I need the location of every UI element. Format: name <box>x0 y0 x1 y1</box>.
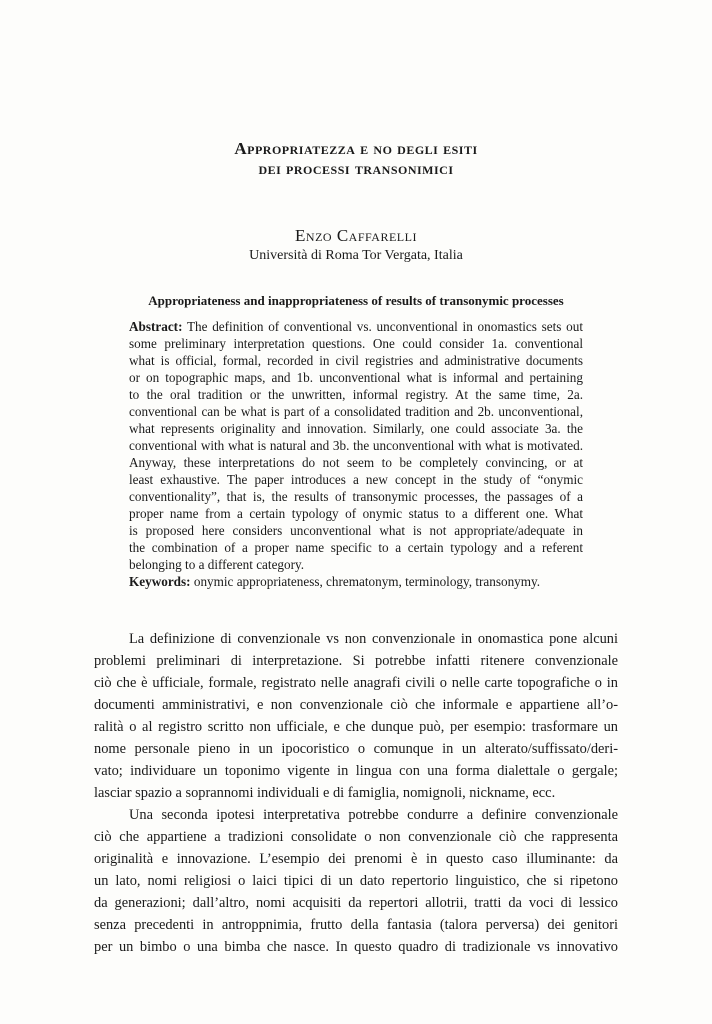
body-line: problemi preliminari di interpretazione. Si potrebbe infatti ritenere convenzionale <box>94 653 618 669</box>
abstract-line: proper name from a certain typology of onymic status to a different one. What <box>129 506 583 521</box>
abstract-line: the combination of a proper name specific to a certain typology and a referent <box>129 540 583 555</box>
body-line: nome personale pieno in un ipocoristico o comunque in un alterato/suffissato/deri- <box>94 741 618 757</box>
keywords-label: Keywords: <box>129 574 191 589</box>
abstract-line: belonging to a different category. <box>129 557 305 572</box>
title-line-2: dei processi transonimici <box>258 159 454 178</box>
abstract-line: conventional can be what is part of a consolidated tradition and 2b. unconventional, <box>129 404 583 419</box>
abstract-line: some preliminary interpretation questions. One could consider 1a. conventional <box>129 336 583 351</box>
abstract-line: what is official, formal, recorded in civil registries and administrative documents <box>129 353 583 368</box>
title-line-1: Appropriatezza e no degli esiti <box>234 139 478 158</box>
body-line: da generazioni; dall’altro, nomi acquisiti da repertori allotrii, tratti da voci di lessico <box>94 895 618 911</box>
abstract-line: conventional with what is natural and 3b. the unconventional with what is motivated. <box>129 438 583 453</box>
abstract-line: or on topographic maps, and 1b. unconventional what is informal and pertaining <box>129 370 583 385</box>
keywords-line <box>129 573 583 590</box>
abstract-line: to the oral tradition or the unwritten, informal registry. At the same time, 2a. <box>129 387 583 402</box>
body-line: ralità o al registro scritto non ufficiale, e che dunque può, per esempio: trasformare un <box>94 719 618 735</box>
body-line: originalità e innovazione. L’esempio dei prenomi è in questo caso illuminante: da <box>94 851 618 867</box>
abstract-text: The definition of conventional vs. unconventional in onomastics sets out <box>182 319 583 334</box>
body-line: senza precedenti in antroppnimia, frutto della fantasia (talora perversa) dei genitori <box>94 917 618 933</box>
body-line: lasciar spazio a soprannomi individuali e di famiglia, nomignoli, nickname, ecc. <box>94 785 556 801</box>
abstract-label: Abstract: <box>129 319 183 334</box>
author-affiliation: Università di Roma Tor Vergata, Italia <box>249 248 463 263</box>
abstract-line: least exhaustive. The paper introduces a new concept in the study of “onymic <box>129 472 583 487</box>
body-line: ciò che è ufficiale, formale, registrato nelle anagrafi civili o nelle carte topografiche o in <box>94 675 618 691</box>
body-line: vato; individuare un toponimo vigente in lingua con una forma dialettale o gergale; <box>94 763 618 779</box>
english-title: Appropriateness and inappropriateness of results of transonymic processes <box>148 293 564 308</box>
body-line: documenti amministrativi, e non convenzionale ciò che informale e appartiene all’o- <box>94 697 618 713</box>
abstract-line <box>129 318 583 335</box>
body-line: La definizione di convenzionale vs non convenzionale in onomastica pone alcuni <box>129 631 618 647</box>
body-line: Una seconda ipotesi interpretativa potrebbe condurre a definire convenzionale <box>129 807 618 823</box>
body-line: ciò che appartiene a tradizioni consolidate o non convenzionale ciò che rappresenta <box>94 829 618 845</box>
author-name: Enzo Caffarelli <box>295 226 417 245</box>
body-line: per un bimbo o una bimba che nasce. In questo quadro di tradizionale vs innovativo <box>94 939 618 955</box>
abstract-line: is proposed here considers unconventional what is not appropriate/adequate in <box>129 523 583 538</box>
body-line: un lato, nomi religiosi o laici tipici di un dato repertorio linguistico, che si ripetono <box>94 873 618 889</box>
abstract-line: Anyway, these interpretations do not seem to be completely convincing, or at <box>129 455 583 470</box>
abstract-line: what represents originality and innovation. Similarly, one could associate 3a. the <box>129 421 583 436</box>
abstract-line: conventionality”, that is, the results of transonymic processes, the passages of a <box>129 489 583 504</box>
keywords-text: onymic appropriateness, chrematonym, terminology, transonymy. <box>190 574 541 589</box>
